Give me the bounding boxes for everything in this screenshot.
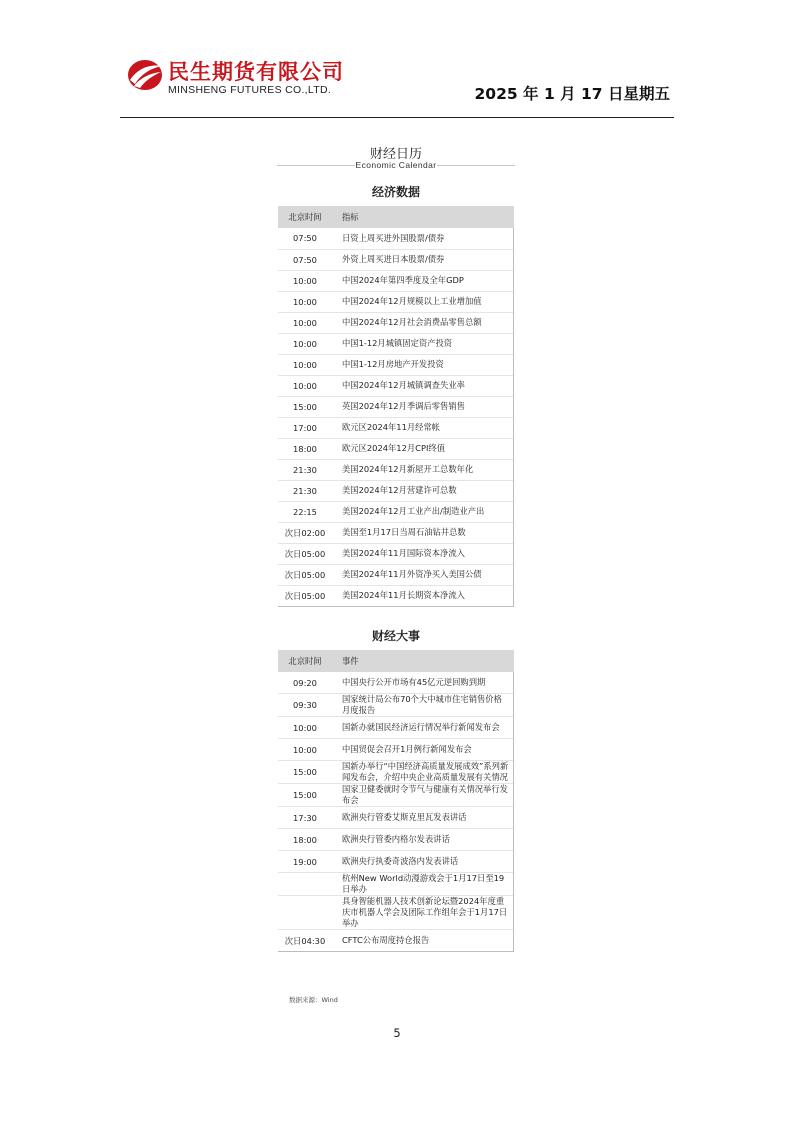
table-row: [278, 564, 514, 585]
indicator-cell: 美国2024年12月工业产出/制造业产出: [332, 501, 514, 522]
table-row: [278, 417, 514, 438]
time-cell: 18:00: [293, 443, 317, 454]
column-header-time: 北京时间: [278, 206, 332, 228]
table-header-row: [278, 650, 514, 672]
table-row: [278, 896, 514, 930]
table-row: [278, 270, 514, 291]
calendar-title: 财经日历: [369, 147, 422, 162]
company-name-cn: 民生期货有限公司: [168, 60, 344, 84]
event-cell: 欧洲央行管委艾斯克里瓦发表讲话: [332, 807, 514, 829]
table-row: [278, 585, 514, 606]
page-header: [0, 0, 794, 120]
table-row: [278, 228, 514, 249]
indicator-cell: 英国2024年12月季调后零售销售: [332, 396, 514, 417]
page-number: 5: [393, 1026, 401, 1040]
time-cell: 10:00: [293, 744, 317, 755]
table-row: [278, 522, 514, 543]
time-cell: 15:00: [293, 767, 317, 777]
table-row: [278, 354, 514, 375]
indicator-cell: 美国至1月17日当周石油钻井总数: [332, 522, 514, 543]
column-header-indicator: 指标: [332, 206, 514, 228]
minsheng-logo-icon: [126, 58, 164, 92]
table-row: [278, 543, 514, 564]
event-cell: 国家卫健委就时令节气与健康有关情况举行发布会: [332, 784, 514, 807]
time-cell: 09:30: [293, 700, 317, 710]
time-cell: 10:00: [293, 359, 317, 370]
data-source-note: 数据来源：Wind: [289, 996, 338, 1004]
indicator-cell: 欧元区2024年11月经常帐: [332, 417, 514, 438]
event-cell: 中国贸促会召开1月例行新闻发布会: [332, 739, 514, 761]
time-cell: 10:00: [293, 338, 317, 349]
table-row: [278, 784, 514, 807]
time-cell: 10:00: [293, 275, 317, 286]
economic-data-title: 经济数据: [371, 185, 420, 199]
time-cell: 18:00: [293, 834, 317, 845]
table-row: [278, 333, 514, 354]
column-header-event: 事件: [332, 650, 514, 672]
table-row: [278, 438, 514, 459]
indicator-cell: 中国2024年第四季度及全年GDP: [332, 270, 514, 291]
time-cell: [278, 873, 332, 896]
indicator-cell: 美国2024年12月营建许可总数: [332, 480, 514, 501]
table-row: [278, 717, 514, 739]
time-cell: [278, 896, 332, 930]
header-divider: [120, 117, 674, 118]
event-cell: 杭州New World动漫游戏会于1月17日至19日举办: [332, 873, 514, 896]
indicator-cell: 日资上周买进外国股票/债券: [332, 228, 514, 249]
time-cell: 17:30: [293, 812, 317, 823]
table-row: [278, 739, 514, 761]
financial-events-table: [278, 650, 514, 952]
time-cell: 17:00: [293, 422, 317, 433]
indicator-cell: 美国2024年11月外资净买入美国公债: [332, 564, 514, 585]
table-row: [278, 761, 514, 784]
time-cell: 次日05:00: [284, 569, 326, 580]
indicator-cell: 中国2024年12月社会消费品零售总额: [332, 312, 514, 333]
table-row: [278, 375, 514, 396]
time-cell: 07:50: [293, 233, 317, 244]
indicator-cell: 中国1-12月城镇固定资产投资: [332, 333, 514, 354]
table-row: [278, 829, 514, 851]
time-cell: 次日04:30: [284, 935, 326, 946]
table-row: [278, 291, 514, 312]
table-header-row: [278, 206, 514, 228]
time-cell: 21:30: [293, 464, 317, 475]
time-cell: 10:00: [293, 722, 317, 733]
indicator-cell: 中国1-12月房地产开发投资: [332, 354, 514, 375]
time-cell: 21:30: [293, 485, 317, 496]
event-cell: 中国央行公开市场有45亿元逆回购到期: [332, 672, 514, 694]
table-row: [278, 851, 514, 873]
indicator-cell: 中国2024年12月规模以上工业增加值: [332, 291, 514, 312]
table-row: [278, 480, 514, 501]
time-cell: 10:00: [293, 317, 317, 328]
table-row: [278, 396, 514, 417]
table-row: [278, 930, 514, 952]
time-cell: 次日05:00: [284, 548, 326, 559]
time-cell: 15:00: [293, 790, 317, 800]
time-cell: 15:00: [293, 401, 317, 412]
event-cell: CFTC公布周度持仓报告: [332, 930, 514, 952]
report-date: 2025 年 1 月 17 日星期五: [474, 85, 670, 103]
calendar-subtitle: Economic Calendar: [355, 160, 437, 170]
time-cell: 09:20: [293, 677, 317, 688]
time-cell: 次日02:00: [284, 527, 326, 538]
event-cell: 国新办举行“中国经济高质量发展成效”系列新闻发布会，介绍中央企业高质量发展有关情况: [332, 761, 514, 784]
time-cell: 22:15: [293, 506, 317, 517]
table-row: [278, 873, 514, 896]
event-cell: 欧洲央行管委内格尔发表讲话: [332, 829, 514, 851]
indicator-cell: 中国2024年12月城镇调查失业率: [332, 375, 514, 396]
indicator-cell: 外资上周买进日本股票/债券: [332, 249, 514, 270]
table-row: [278, 807, 514, 829]
indicator-cell: 美国2024年11月长期资本净流入: [332, 585, 514, 606]
indicator-cell: 美国2024年12月新屋开工总数年化: [332, 459, 514, 480]
indicator-cell: 美国2024年11月国际资本净流入: [332, 543, 514, 564]
table-row: [278, 501, 514, 522]
time-cell: 10:00: [293, 296, 317, 307]
event-cell: 国新办就国民经济运行情况举行新闻发布会: [332, 717, 514, 739]
company-name-en: MINSHENG FUTURES CO.,LTD.: [168, 84, 332, 96]
event-cell: 欧洲央行执委奇波洛内发表讲话: [332, 851, 514, 873]
table-row: [278, 312, 514, 333]
event-cell: 具身智能机器人技术创新论坛暨2024年度重庆市机器人学会及团际工作组年会于1月17日举办: [332, 896, 514, 930]
event-cell: 国家统计局公布70个大中城市住宅销售价格月度报告: [332, 694, 514, 717]
time-cell: 19:00: [293, 856, 317, 867]
table-row: [278, 249, 514, 270]
indicator-cell: 欧元区2024年12月CPI终值: [332, 438, 514, 459]
time-cell: 10:00: [293, 380, 317, 391]
economic-data-table: [278, 206, 514, 607]
table-row: [278, 694, 514, 717]
financial-events-title: 财经大事: [371, 629, 420, 643]
table-row: [278, 459, 514, 480]
column-header-time: 北京时间: [278, 650, 332, 672]
time-cell: 07:50: [293, 254, 317, 265]
table-row: [278, 672, 514, 694]
time-cell: 次日05:00: [284, 590, 326, 601]
